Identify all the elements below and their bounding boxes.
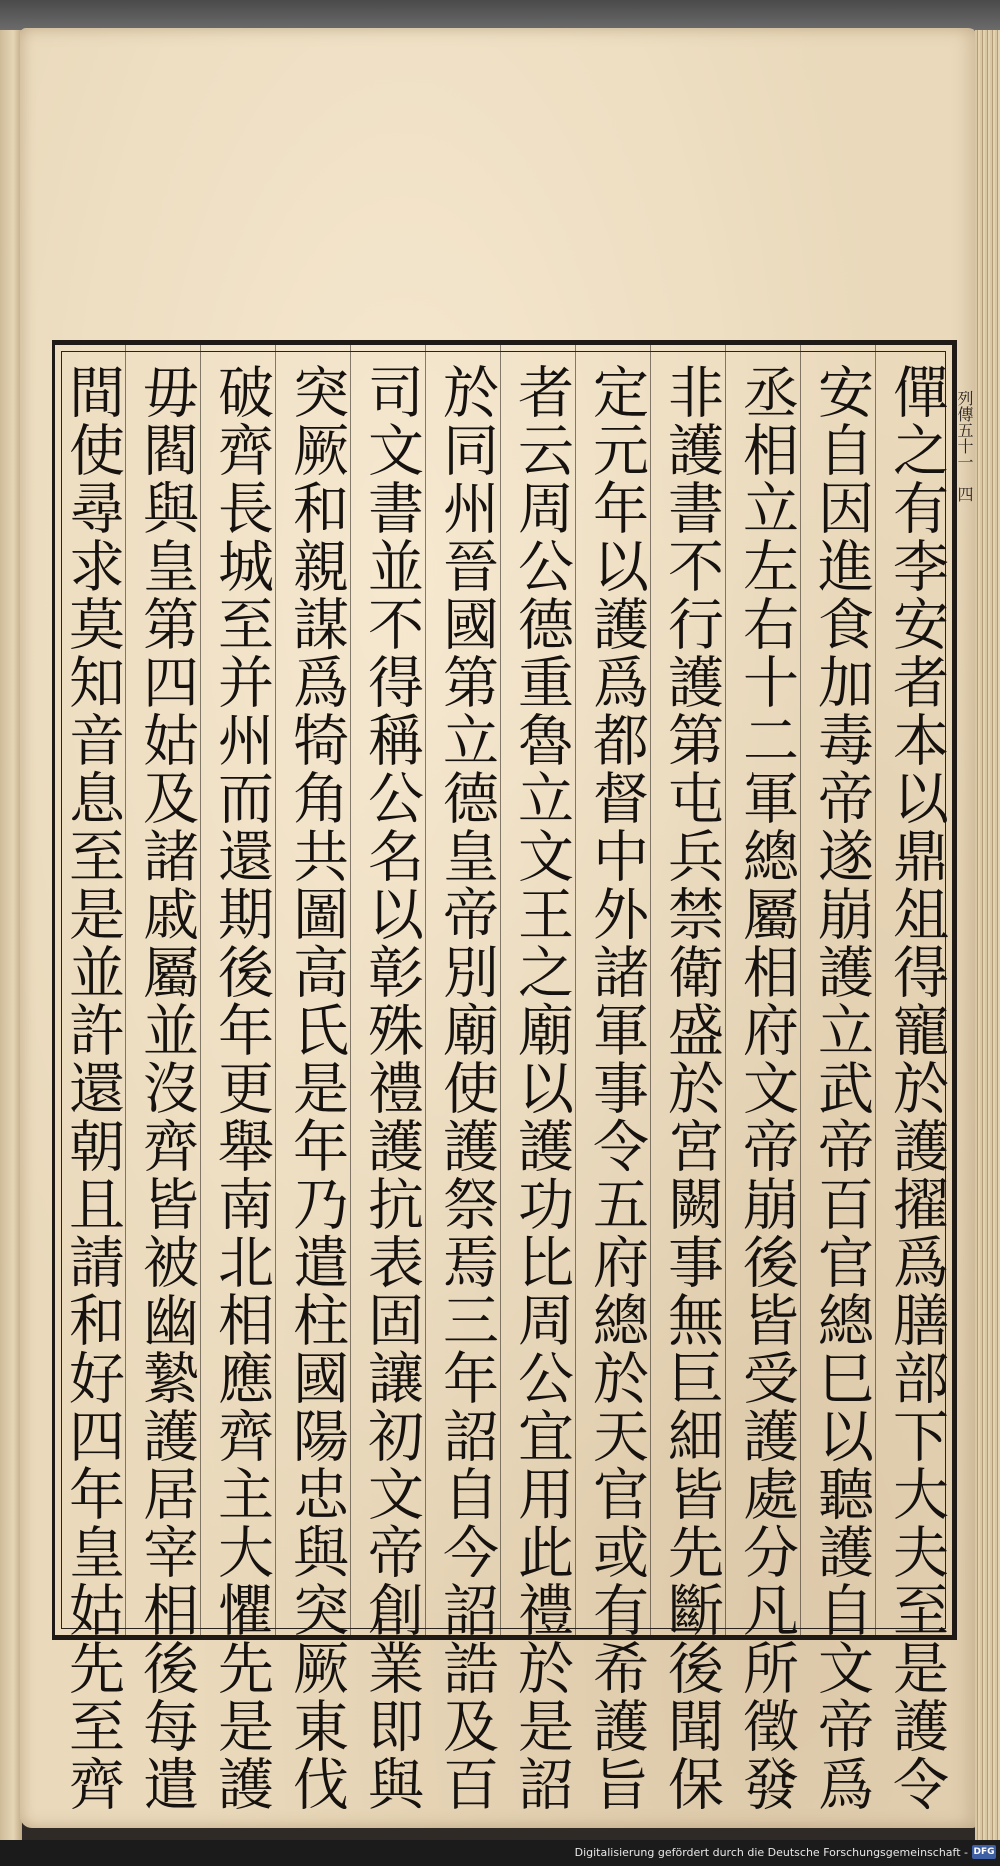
column-rule (650, 345, 651, 1635)
text-column-12: 間使尋求莫知音息至是並許還朝且請和好四年皇姑先至齊 (60, 363, 125, 1813)
text-column-5: 定元年以護爲都督中外諸軍事令五府總於天官或有希護旨 (584, 363, 649, 1813)
text-column-3: 丞相立左右十二軍總屬相府文帝崩後皆受護處分凡所徵發 (734, 363, 799, 1813)
column-rule (725, 345, 726, 1635)
column-rule (275, 345, 276, 1635)
text-column-7: 於同州晉國第立德皇帝別廟使護祭焉三年詔自今詔誥及百 (434, 363, 499, 1813)
column-rule (575, 345, 576, 1635)
column-rule (200, 345, 201, 1635)
text-column-9: 突厥和親謀爲犄角共圖高氏是年乃遣柱國陽忠與突厥東伐 (284, 363, 349, 1813)
text-column-4: 非護書不行護第屯兵禁衛盛於宮闕事無巨細皆先斷後聞保 (659, 363, 724, 1813)
text-column-10: 破齊長城至并州而還期後年更舉南北相應齊主大懼先是護 (209, 363, 274, 1813)
text-column-2: 安自因進食加毒帝遂崩護立武帝百官總巳以聽護自文帝爲 (809, 363, 874, 1813)
column-rule (350, 345, 351, 1635)
column-rule (500, 345, 501, 1635)
column-rule (125, 345, 126, 1635)
left-page-edge (0, 30, 22, 1840)
text-column-6: 者云周公德重魯立文王之廟以護功比周公宜用此禮於是詔 (509, 363, 574, 1813)
column-rule (425, 345, 426, 1635)
digitization-credit: Digitalisierung gefördert durch die Deutsche Forschungsgemeinschaft - (574, 1846, 968, 1859)
text-column-11: 毋閻與皇第四姑及諸戚屬並沒齊皆被幽縶護居宰相後每遣 (134, 363, 199, 1813)
margin-heading: 列傳五十一 四 (955, 390, 974, 502)
text-frame (52, 340, 957, 1813)
page-stack-edge (975, 30, 1000, 1840)
scanner-top-strip (0, 0, 1000, 30)
text-column-8: 司文書並不得稱公名以彰殊禮護抗表固讓初文帝創業即與 (359, 363, 424, 1813)
column-rule (800, 345, 801, 1635)
column-rule (875, 345, 876, 1635)
text-column-1: 僤之有李安者本以鼎俎得寵於護擢爲膳部下大夫至是護令 (884, 363, 949, 1813)
dfg-logo-icon: DFG (973, 1847, 995, 1857)
